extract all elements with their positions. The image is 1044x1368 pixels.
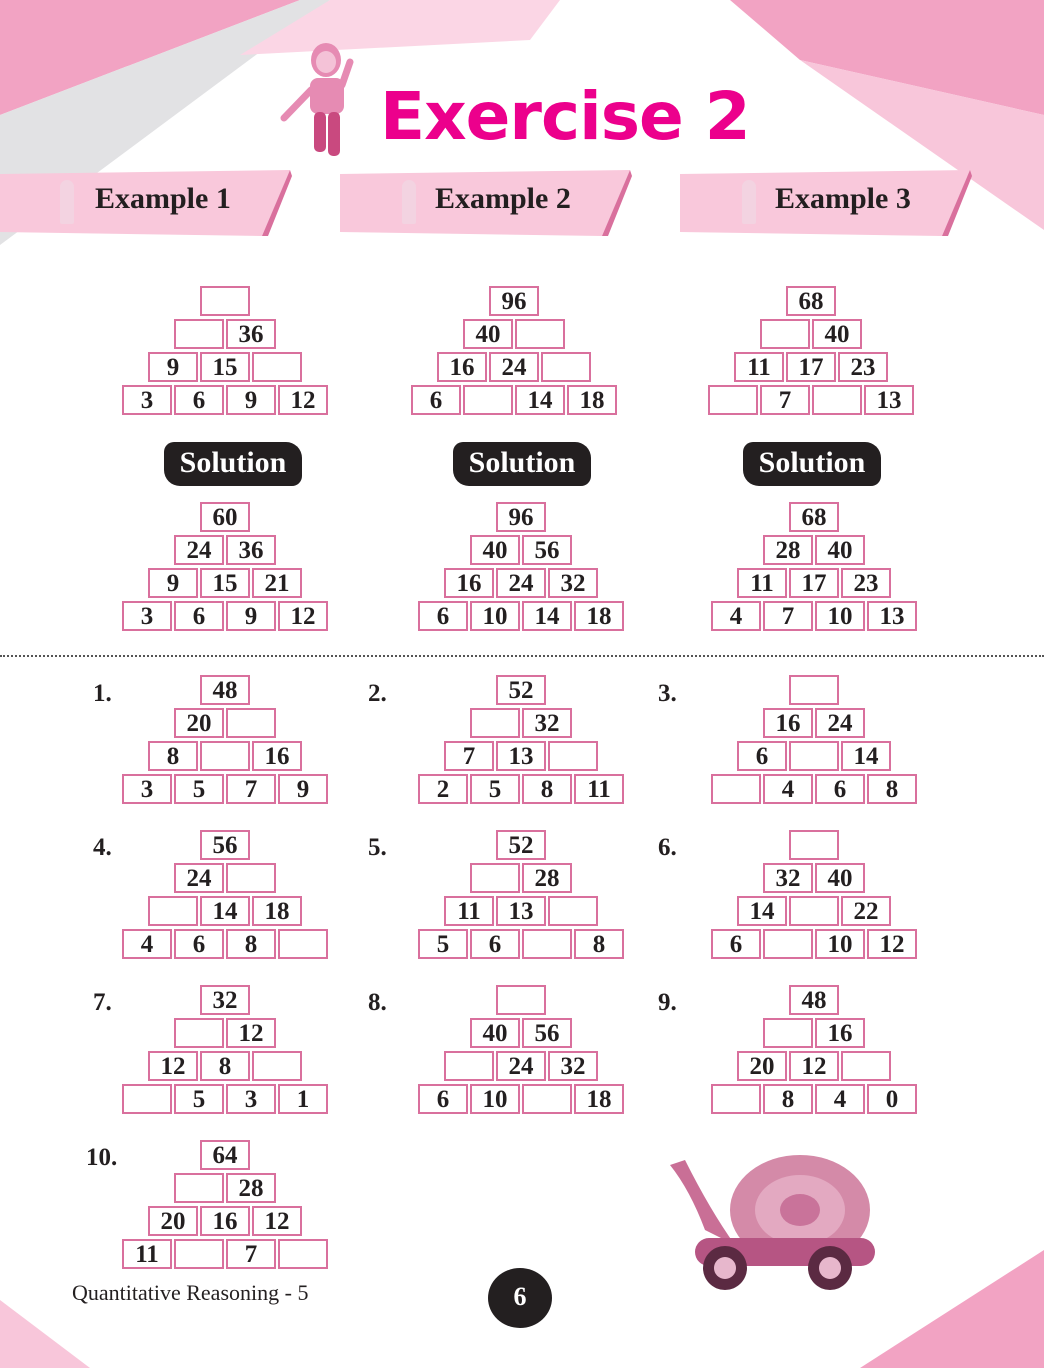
- pyramid-cell: 40: [470, 1018, 520, 1048]
- pyramid-cell: 7: [226, 774, 276, 804]
- example-label: Example 2: [435, 182, 571, 215]
- pyramid-cell: 12: [867, 929, 917, 959]
- example-label: Example 3: [775, 182, 911, 215]
- pyramid-cell: 52: [496, 830, 546, 860]
- pyramid-cell: 28: [226, 1173, 276, 1203]
- solution-badge: Solution: [743, 442, 881, 486]
- pyramid-cell: 32: [763, 863, 813, 893]
- question-number: 1.: [93, 680, 112, 707]
- pyramid-cell: 7: [760, 385, 810, 415]
- solution-badge: Solution: [164, 442, 302, 486]
- pyramid-cell: 14: [200, 896, 250, 926]
- pyramid-cell: 20: [148, 1206, 198, 1236]
- pyramid-cell: 13: [867, 601, 917, 631]
- pyramid-cell: 9: [278, 774, 328, 804]
- pyramid-cell: 8: [148, 741, 198, 771]
- pyramid-cell: 56: [522, 1018, 572, 1048]
- pyramid-cell[interactable]: [789, 741, 839, 771]
- pyramid-cell: 8: [226, 929, 276, 959]
- pyramid-cell: 60: [200, 502, 250, 532]
- pyramid-cell: 14: [515, 385, 565, 415]
- pyramid-cell: 32: [548, 568, 598, 598]
- pyramid-cell: 11: [122, 1239, 172, 1269]
- pyramid-cell: 9: [226, 601, 276, 631]
- question-number: 2.: [368, 680, 387, 707]
- pyramid-cell: 28: [522, 863, 572, 893]
- pyramid-cell: 32: [522, 708, 572, 738]
- pyramid-cell: 64: [200, 1140, 250, 1170]
- pyramid-cell: 36: [226, 535, 276, 565]
- pyramid-cell: 12: [148, 1051, 198, 1081]
- pyramid-cell[interactable]: [444, 1051, 494, 1081]
- question-number: 8.: [368, 989, 387, 1016]
- pyramid-cell: 16: [444, 568, 494, 598]
- pyramid-cell: 7: [226, 1239, 276, 1269]
- pyramid-cell[interactable]: [278, 929, 328, 959]
- pyramid-cell: 3: [122, 774, 172, 804]
- pyramid-cell: 24: [496, 1051, 546, 1081]
- pyramid-cell: 17: [786, 352, 836, 382]
- pyramid-cell: 40: [815, 535, 865, 565]
- pyramid-cell: 4: [122, 929, 172, 959]
- pyramid-cell: 40: [812, 319, 862, 349]
- pyramid-cell[interactable]: [278, 1239, 328, 1269]
- pencil-icon: [742, 180, 756, 224]
- pyramid-cell: 8: [867, 774, 917, 804]
- pyramid-cell: 23: [838, 352, 888, 382]
- pyramid-cell: 52: [496, 675, 546, 705]
- pyramid-cell[interactable]: [200, 741, 250, 771]
- pyramid-cell[interactable]: [548, 896, 598, 926]
- pyramid-cell: 11: [734, 352, 784, 382]
- pyramid-cell: 4: [711, 601, 761, 631]
- question-number: 4.: [93, 834, 112, 861]
- pyramid-cell: 12: [789, 1051, 839, 1081]
- question-number: 6.: [658, 834, 677, 861]
- pyramid-cell: 40: [470, 535, 520, 565]
- pyramid-cell: 3: [122, 385, 172, 415]
- pyramid-cell[interactable]: [789, 830, 839, 860]
- pyramid-cell[interactable]: [522, 929, 572, 959]
- pyramid-cell: 48: [789, 985, 839, 1015]
- pyramid-cell: [812, 385, 862, 415]
- pyramid-cell: 8: [574, 929, 624, 959]
- section-divider: [0, 655, 1044, 657]
- pyramid-cell: 16: [252, 741, 302, 771]
- pyramid-cell[interactable]: [470, 863, 520, 893]
- pyramid-cell: 15: [200, 568, 250, 598]
- pyramid-cell: 40: [815, 863, 865, 893]
- pyramid-cell: 6: [174, 929, 224, 959]
- question-number: 7.: [93, 989, 112, 1016]
- pyramid-cell[interactable]: [522, 1084, 572, 1114]
- pyramid-cell[interactable]: [763, 1018, 813, 1048]
- pyramid-cell: 12: [226, 1018, 276, 1048]
- pyramid-cell: 24: [489, 352, 539, 382]
- pyramid-cell: 12: [278, 385, 328, 415]
- pyramid-cell: 11: [444, 896, 494, 926]
- pyramid-cell: [541, 352, 591, 382]
- pyramid-cell: 12: [278, 601, 328, 631]
- pyramid-cell: 16: [763, 708, 813, 738]
- pyramid-cell[interactable]: [226, 863, 276, 893]
- pyramid-cell: 7: [763, 601, 813, 631]
- pyramid-cell[interactable]: [711, 1084, 761, 1114]
- pyramid-cell: 0: [867, 1084, 917, 1114]
- pyramid-cell: 17: [789, 568, 839, 598]
- pyramid-cell: 24: [815, 708, 865, 738]
- pyramid-cell[interactable]: [841, 1051, 891, 1081]
- pyramid-cell[interactable]: [470, 708, 520, 738]
- pyramid-cell: 22: [841, 896, 891, 926]
- book-title-footer: Quantitative Reasoning - 5: [72, 1280, 309, 1305]
- pyramid-cell: 5: [470, 774, 520, 804]
- pyramid-cell: 28: [763, 535, 813, 565]
- pyramid-cell: 48: [200, 675, 250, 705]
- pyramid-cell[interactable]: [174, 1173, 224, 1203]
- page-number: 6: [488, 1268, 552, 1328]
- pyramid-cell: 15: [200, 352, 250, 382]
- pyramid-cell: 7: [444, 741, 494, 771]
- pyramid-cell: 20: [737, 1051, 787, 1081]
- pyramid-cell[interactable]: [174, 1239, 224, 1269]
- snail-car-illustration: [650, 1150, 900, 1300]
- pyramid-cell: 96: [496, 502, 546, 532]
- pencil-icon: [402, 180, 416, 224]
- pyramid-cell: 32: [200, 985, 250, 1015]
- pyramid-cell: 9: [148, 568, 198, 598]
- pyramid-cell: 16: [437, 352, 487, 382]
- pyramid-cell: 21: [252, 568, 302, 598]
- pyramid-cell: 68: [789, 502, 839, 532]
- solution-badge: Solution: [453, 442, 591, 486]
- pyramid-cell: 18: [567, 385, 617, 415]
- pyramid-cell: 4: [815, 1084, 865, 1114]
- question-number: 5.: [368, 834, 387, 861]
- pyramid-cell: 14: [737, 896, 787, 926]
- pyramid-cell: 10: [470, 1084, 520, 1114]
- pyramid-cell: 9: [148, 352, 198, 382]
- question-number: 9.: [658, 989, 677, 1016]
- pyramid-cell: 4: [763, 774, 813, 804]
- pyramid-cell: 32: [548, 1051, 598, 1081]
- pyramid-cell: 6: [411, 385, 461, 415]
- pyramid-cell: 5: [174, 774, 224, 804]
- pyramid-cell[interactable]: [252, 1051, 302, 1081]
- pyramid-cell: 14: [522, 601, 572, 631]
- pyramid-cell: 3: [122, 601, 172, 631]
- pyramid-cell: [174, 319, 224, 349]
- example-label: Example 1: [95, 182, 231, 215]
- pyramid-cell: 6: [470, 929, 520, 959]
- pyramid-cell: 6: [174, 601, 224, 631]
- pyramid-cell: 2: [418, 774, 468, 804]
- pyramid-cell: 18: [574, 601, 624, 631]
- pyramid-cell: 13: [496, 896, 546, 926]
- example-tab-1: [0, 170, 292, 236]
- pyramid-cell: 6: [815, 774, 865, 804]
- pyramid-cell: 5: [418, 929, 468, 959]
- question-number: 3.: [658, 680, 677, 707]
- pyramid-cell: 8: [763, 1084, 813, 1114]
- pyramid-cell: 16: [200, 1206, 250, 1236]
- pyramid-cell: 23: [841, 568, 891, 598]
- girl-mascot-illustration: [278, 40, 378, 165]
- pyramid-cell: 10: [470, 601, 520, 631]
- pyramid-cell: 16: [815, 1018, 865, 1048]
- pyramid-cell: 10: [815, 929, 865, 959]
- pyramid-cell: 20: [174, 708, 224, 738]
- pyramid-cell: 24: [496, 568, 546, 598]
- pyramid-cell: 56: [200, 830, 250, 860]
- pyramid-cell: 36: [226, 319, 276, 349]
- pyramid-cell: 1: [278, 1084, 328, 1114]
- pyramid-cell: [463, 385, 513, 415]
- pyramid-cell: 13: [496, 741, 546, 771]
- pyramid-cell: [708, 385, 758, 415]
- pyramid-cell: 8: [522, 774, 572, 804]
- pyramid-cell: 18: [252, 896, 302, 926]
- pyramid-cell[interactable]: [711, 774, 761, 804]
- pyramid-cell: 96: [489, 286, 539, 316]
- pyramid-cell: 18: [574, 1084, 624, 1114]
- pyramid-cell: 40: [463, 319, 513, 349]
- pyramid-cell: [515, 319, 565, 349]
- question-number: 10.: [86, 1144, 118, 1171]
- pyramid-cell[interactable]: [148, 896, 198, 926]
- pyramid-cell[interactable]: [789, 675, 839, 705]
- example-tab-3: [680, 170, 972, 236]
- example-tab-2: [340, 170, 632, 236]
- pyramid-cell: 10: [815, 601, 865, 631]
- pyramid-cell: 5: [174, 1084, 224, 1114]
- pyramid-cell: 3: [226, 1084, 276, 1114]
- pyramid-cell: 8: [200, 1051, 250, 1081]
- pyramid-cell: 6: [711, 929, 761, 959]
- page-title: Exercise 2: [380, 78, 750, 155]
- pyramid-cell: [200, 286, 250, 316]
- pyramid-cell: [760, 319, 810, 349]
- pyramid-cell: 9: [226, 385, 276, 415]
- pyramid-cell[interactable]: [789, 896, 839, 926]
- pyramid-cell: 6: [737, 741, 787, 771]
- pyramid-cell[interactable]: [122, 1084, 172, 1114]
- pyramid-cell[interactable]: [174, 1018, 224, 1048]
- pyramid-cell[interactable]: [226, 708, 276, 738]
- pyramid-cell: 6: [418, 1084, 468, 1114]
- pyramid-cell: 11: [737, 568, 787, 598]
- pyramid-cell: 24: [174, 863, 224, 893]
- pencil-icon: [60, 180, 74, 224]
- pyramid-cell: 6: [418, 601, 468, 631]
- pyramid-cell: 12: [252, 1206, 302, 1236]
- pyramid-cell: 11: [574, 774, 624, 804]
- pyramid-cell: 14: [841, 741, 891, 771]
- pyramid-cell: 6: [174, 385, 224, 415]
- pyramid-cell[interactable]: [763, 929, 813, 959]
- pyramid-cell[interactable]: [548, 741, 598, 771]
- pyramid-cell: [252, 352, 302, 382]
- pyramid-cell: 56: [522, 535, 572, 565]
- pyramid-cell: 68: [786, 286, 836, 316]
- pyramid-cell[interactable]: [496, 985, 546, 1015]
- pyramid-cell: 24: [174, 535, 224, 565]
- pyramid-cell: 13: [864, 385, 914, 415]
